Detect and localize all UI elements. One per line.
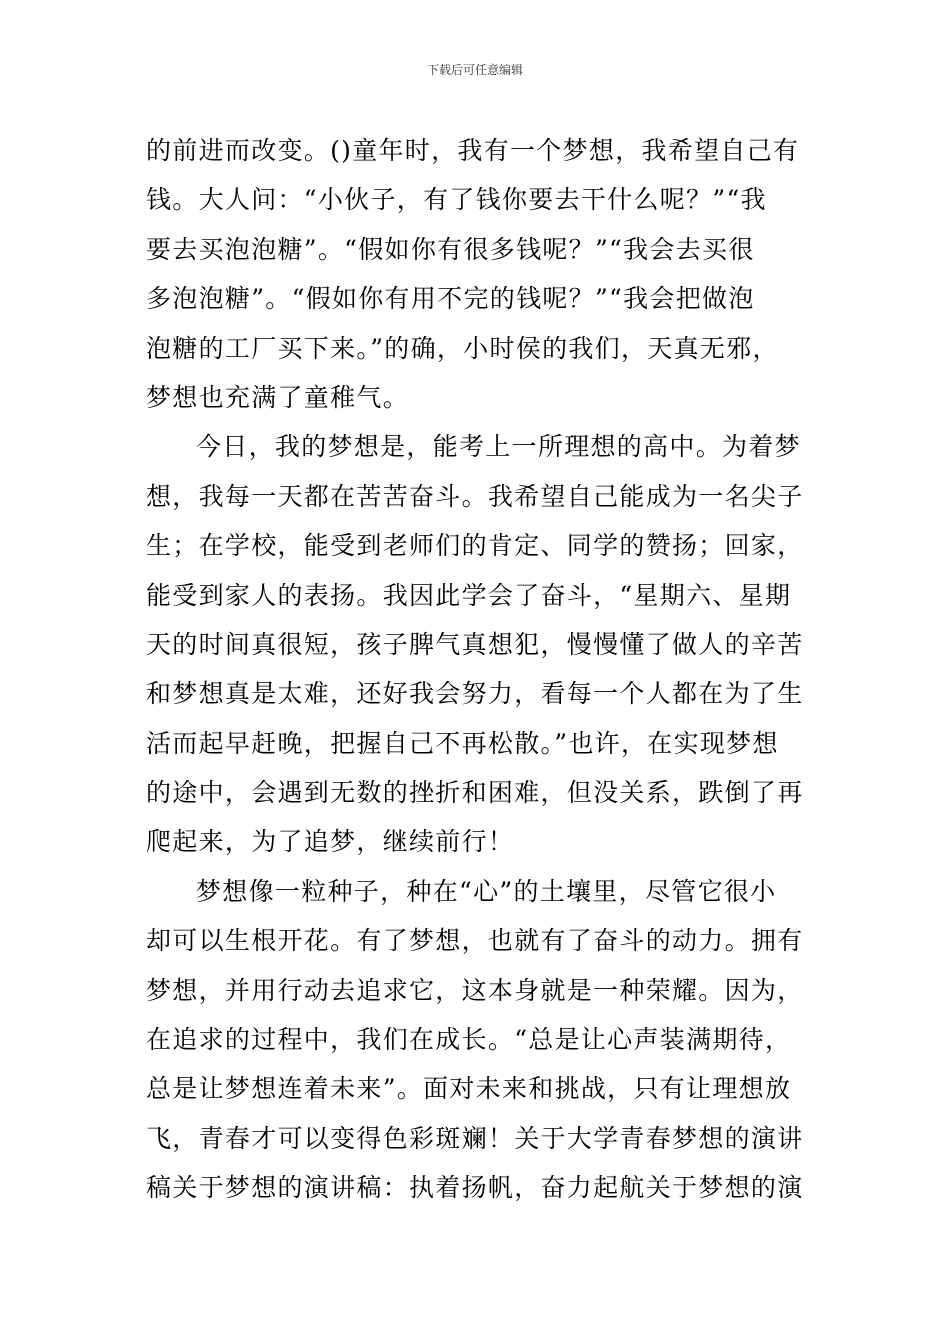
text-line: 爬起来，为了追梦，继续前行！ [146, 827, 515, 857]
text-line: 梦想，并用行动去追求它，这本身就是一种荣耀。因为， [146, 975, 804, 1005]
text-line: 梦想也充满了童稚气。 [146, 382, 410, 412]
text-line: 多泡泡糖”。“假如你有用不完的钱呢？”“我会把做泡 [146, 284, 755, 314]
text-line: 能受到家人的表扬。我因此学会了奋斗，“星期六、星期 [146, 580, 792, 610]
text-line: 却可以生根开花。有了梦想，也就有了奋斗的动力。拥有 [146, 926, 804, 956]
text-line: 在追求的过程中，我们在成长。“总是让心声装满期待， [146, 1025, 792, 1055]
text-line: 天的时间真很短，孩子脾气真想犯，慢慢懂了做人的辛苦 [146, 629, 804, 659]
text-line: 想，我每一天都在苦苦奋斗。我希望自己能成为一名尖子 [146, 481, 804, 511]
text-line: 和梦想真是太难，还好我会努力，看每一个人都在为了生 [146, 679, 804, 709]
text-line: 生；在学校，能受到老师们的肯定、同学的赞扬；回家， [146, 531, 804, 561]
text-line: 梦想像一粒种子，种在“心”的土壤里，尽管它很小 [196, 876, 777, 906]
paragraph-2 [146, 422, 806, 867]
text-line: 稿关于梦想的演讲稿：执着扬帆，奋力起航关于梦想的演 [146, 1173, 804, 1203]
paragraph-1 [146, 126, 806, 422]
document-body [146, 126, 806, 1213]
page-header-note: 下载后可任意编辑 [426, 63, 523, 77]
text-line: 钱。大人问：“小伙子，有了钱你要去干什么呢？”“我 [146, 185, 767, 215]
text-line: 的途中，会遇到无数的挫折和困难，但没关系，跌倒了再 [146, 778, 804, 808]
text-line: 泡糖的工厂买下来。”的确，小时侯的我们，天真无邪， [146, 333, 779, 363]
text-line: 活而起早赶晚，把握自己不再松散。”也许，在实现梦想 [146, 728, 779, 758]
text-line: 飞，青春才可以变得色彩斑斓！关于大学青春梦想的演讲 [146, 1123, 804, 1153]
text-line: 要去买泡泡糖”。“假如你有很多钱呢？”“我会去买很 [146, 234, 755, 264]
text-line: 的前进而改变。()童年时，我有一个梦想，我希望自己有 [146, 136, 800, 165]
paragraph-3 [146, 867, 806, 1213]
text-line: 今日，我的梦想是，能考上一所理想的高中。为着梦 [196, 432, 801, 462]
text-line: 总是让梦想连着未来”。面对未来和挑战，只有让理想放 [146, 1074, 792, 1104]
